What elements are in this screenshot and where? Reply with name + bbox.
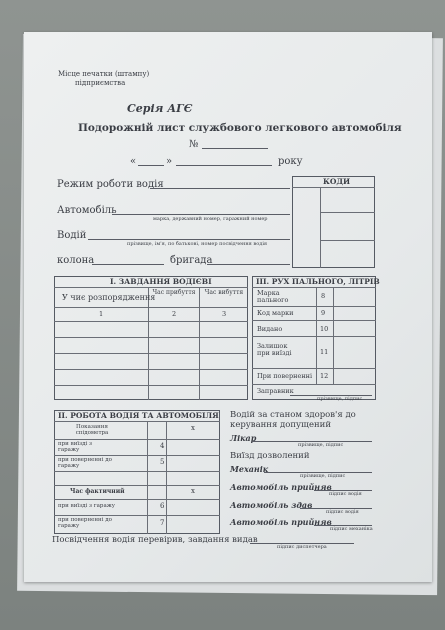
task-header: І. ЗАВДАННЯ ВОДІЄВІ [110,277,212,286]
number-field[interactable] [202,148,268,149]
brigade-label: бригада [170,255,213,266]
task-num-1: 1 [99,310,104,318]
date-open-quote: « [130,156,137,167]
task-col-departure: Час вибуття [204,289,244,296]
work-num-6: 6 [160,502,165,510]
document-title: Подорожній лист службового легкового автомобіля [78,122,402,134]
driver-field[interactable] [88,239,290,240]
fuel-row-brand: Марка пального [257,289,289,305]
footer-text: Посвідчення водія перевірив, завдання видав [52,535,258,545]
work-num-4: 4 [160,442,165,450]
time-depart: при виїзді з гаражу [58,503,116,509]
health-clearance: Водій за станом здоров'я до керування допущений [230,410,356,431]
fueler-label: Заправник [257,387,294,395]
codes-box [292,176,375,268]
car-label: Автомобіль [57,205,117,216]
year-label: року [278,156,303,167]
car-handed-label: Автомобіль здав [230,500,313,510]
fuel-row-issued: Видано [257,325,283,333]
number-label: № [189,139,199,150]
codes-header: КОДИ [323,177,351,186]
car-handed-hint: підпис водія [326,509,359,515]
column-label: колона [57,255,95,266]
task-num-2: 2 [172,310,177,318]
fuel-num-9: 9 [321,309,326,317]
car-accepted2-label: Автомобіль прийняв [230,517,332,527]
fuel-row-remainder: Залишок при виїзді [257,342,292,358]
car-accepted2-hint: підпис механіка [330,526,373,532]
car-field[interactable] [112,214,290,215]
odometer-depart: при виїзді з гаражу [58,441,93,454]
column-field[interactable] [92,264,164,265]
odometer-label: Показання спідометра [75,424,109,437]
fuel-num-11: 11 [320,348,329,356]
fuel-row-return: При поверненні [257,372,313,380]
date-close-quote: » [166,156,173,167]
fuel-header: ІІІ. РУХ ПАЛЬНОГО, ЛІТРІВ [256,277,380,286]
stamp-line-2: підприємства [75,79,126,87]
dispatcher-hint: підпис диспетчера [277,544,327,550]
driver-mode-field[interactable] [150,188,290,189]
time-return: при поверненні до гаражу [58,517,112,530]
doctor-hint: прізвище, підпис [298,442,344,448]
date-month-field[interactable] [176,165,272,166]
fuel-num-10: 10 [320,325,329,333]
doctor-label: Лікар [230,433,257,443]
driver-mode-label: Режим роботи водія [57,179,164,190]
work-x-2: x [191,487,195,495]
fuel-row-code: Код марки [257,309,294,317]
fuel-num-12: 12 [320,372,329,380]
work-header: ІІ. РОБОТА ВОДІЯ ТА АВТОМОБІЛЯ [58,411,219,420]
car-accepted-hint: підпис водія [329,491,362,497]
car-accepted-label: Автомобіль прийняв [230,482,332,492]
exit-allowed: Виїзд дозволений [230,451,310,461]
driver-label: Водій [57,230,87,241]
mechanic-hint: прізвище, підпис [300,473,346,479]
odometer-return: при поверненні до гаражу [58,457,112,470]
fueler-hint: прізвище, підпис [317,396,363,402]
driver-hint: прізвище, ім'я, по батькові, номер посвідчення водія [127,241,268,247]
car-hint: марка, державний номер, гаражний номер [153,216,268,222]
actual-time-label: Час фактичний [70,488,125,495]
date-day-field[interactable] [138,165,164,166]
work-num-7: 7 [160,519,165,527]
task-col-arrival: Час прибуття [152,289,196,296]
work-num-5: 5 [160,458,165,466]
stamp-line-1: Місце печатки (штампу) [58,70,150,78]
brigade-field[interactable] [207,264,290,265]
fuel-num-8: 8 [321,292,326,300]
task-num-3: 3 [222,310,227,318]
task-col-assignee: У чиє розпорядження [62,293,156,302]
series-label: Серія АГЄ [127,102,193,115]
work-x-1: x [191,424,195,432]
mechanic-label: Механік [230,464,269,474]
